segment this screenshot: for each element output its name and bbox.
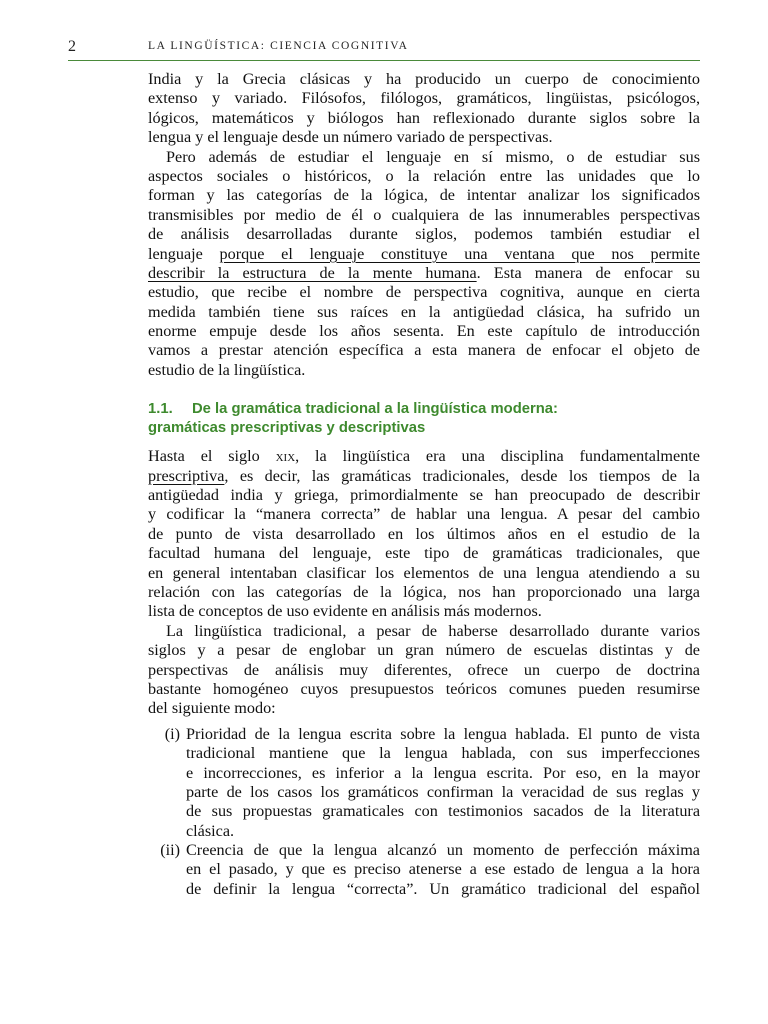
- running-header: [68, 38, 700, 61]
- list-marker: (i): [164, 724, 180, 743]
- text-line: y codificar la “manera correcta” de hablar una lengua. A pesar del cambio: [148, 505, 700, 524]
- text-line: forman y las categorías de la lógica, de intentar analizar los significados: [148, 186, 700, 205]
- text-line: [148, 467, 700, 486]
- text-span: , es decir, las gramáticas tradicionales, desde los tiempos de la: [224, 466, 700, 485]
- text-span: . Esta manera de enfocar su: [476, 263, 700, 282]
- text-line: de análisis desarrolladas durante siglos, podemos también estudiar el: [148, 225, 700, 244]
- text-span: Hasta el siglo: [148, 447, 276, 466]
- text-span: , la lingüística era una disciplina fundamentalmente: [295, 447, 700, 466]
- page-number: 2: [68, 38, 76, 55]
- section-title-2: gramáticas prescriptivas y descriptivas: [148, 420, 426, 437]
- text-line: facultad humana del lenguaje, este tipo de gramáticas tradicionales, que: [148, 544, 700, 563]
- text-line: antigüedad india y griega, primordialmente se han preocupado de describir: [148, 486, 700, 505]
- list-marker: (ii): [160, 841, 180, 860]
- text-line: de definir la lengua “correcta”. Un gramático tradicional del español: [186, 879, 700, 898]
- text-line: e incorrecciones, es inferior a la lengua escrita. Por eso, en la mayor: [186, 763, 700, 782]
- underlined-term: prescriptiva: [148, 466, 225, 485]
- text-line: [148, 447, 700, 466]
- text-line: lógicos, matemáticos y biólogos han reflexionado durante siglos sobre la: [148, 108, 700, 127]
- text-line: en el pasado, y que es preciso atenerse a ese estado de lengua a la hora: [186, 860, 700, 879]
- text-line: del siguiente modo:: [148, 699, 276, 718]
- text-line: siglos y a pesar de englobar un gran número de escuelas distintas y de: [148, 641, 700, 660]
- text-line: India y la Grecia clásicas y ha producido un cuerpo de conocimiento: [148, 70, 700, 88]
- text-line: medida también tiene sus raíces en la antigüedad clásica, ha sufrido un: [148, 302, 700, 321]
- text-line: bastante homogéneo cuyos presupuestos teóricos comunes pueden resumirse: [148, 679, 700, 698]
- text-line: aspectos sociales o históricos, o la relación entre las unidades que lo: [148, 166, 700, 185]
- text-line: extenso y variado. Filósofos, filólogos, gramáticos, lingüistas, psicólogos,: [148, 89, 700, 108]
- text-line: Creencia de que la lengua alcanzó un momento de perfección máxima: [186, 841, 700, 860]
- text-line: [148, 264, 700, 283]
- section-title-1: De la gramática tradicional a la lingüística moderna:: [192, 401, 558, 418]
- text-line: de sus propuestas gramaticales con testimonios sacados de la literatura: [186, 802, 700, 821]
- running-title: LA LINGÜÍSTICA: CIENCIA COGNITIVA: [148, 40, 409, 52]
- list-item: [148, 841, 700, 899]
- underlined-phrase: porque el lenguaje constituye una ventana que nos permite: [219, 244, 700, 263]
- section-number: 1.1.: [148, 401, 173, 418]
- paragraph-3: [148, 447, 700, 622]
- text-line: Pero además de estudiar el lenguaje en sí mismo, o de estudiar sus: [166, 147, 700, 166]
- text-line: La lingüística tradicional, a pesar de haberse desarrollado durante varios: [166, 621, 700, 640]
- text-line: relación con las categorías de la lógica, nos han proporcionado una larga: [148, 582, 700, 601]
- text-line: estudio de la lingüística.: [148, 360, 306, 379]
- text-line: transmisibles por medio de él o cualquiera de las innumerables perspectivas: [148, 205, 700, 224]
- underlined-phrase: describir la estructura de la mente humana: [148, 263, 477, 282]
- text-line: de punto de vista desarrollado en los últimos años en el estudio de la: [148, 524, 700, 543]
- paragraph-1: [148, 70, 700, 148]
- text-line: [148, 245, 700, 264]
- text-line: vamos a prestar atención específica a esta manera de enfocar el objeto de: [148, 341, 700, 360]
- text-line: tradicional mantiene que la lengua hablada, con sus imperfecciones: [186, 744, 700, 763]
- text-line: parte de los casos los gramáticos confirman la veracidad de sus reglas y: [186, 782, 700, 801]
- page-body: [148, 70, 700, 899]
- text-line: lista de conceptos de uso evidente en análisis más modernos.: [148, 602, 542, 621]
- list-item: [148, 725, 700, 841]
- text-line: enorme empuje desde los años sesenta. En este capítulo de introducción: [148, 322, 700, 341]
- heading-line-1: [148, 400, 700, 419]
- text-line: Prioridad de la lengua escrita sobre la lengua hablada. El punto de vista: [186, 724, 700, 743]
- section-heading: [148, 400, 700, 438]
- text-line: estudio, que recibe el nombre de perspectiva cognitiva, aunque en cierta: [148, 283, 700, 302]
- paragraph-2: [148, 148, 700, 381]
- text-line: perspectivas de análisis muy diferentes, ofrece un cuerpo de doctrina: [148, 660, 700, 679]
- text-line: en general intentaban clasificar los elementos de una lengua atendiendo a su: [148, 563, 700, 582]
- text-line: lengua y el lenguaje desde un número variado de perspectivas.: [148, 128, 553, 147]
- paragraph-4: [148, 622, 700, 719]
- roman-numeral: xix: [275, 447, 296, 466]
- text-span: lenguaje: [148, 244, 220, 263]
- text-line: clásica.: [186, 821, 235, 840]
